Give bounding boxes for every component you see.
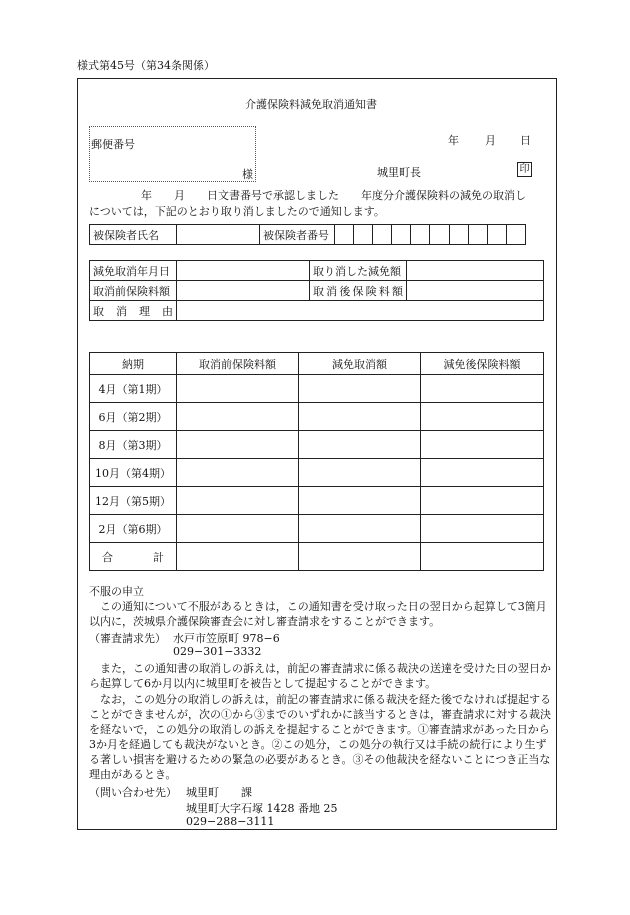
appeal-heading: 不服の申立: [89, 585, 144, 598]
postal-code-label: 郵便番号: [91, 138, 135, 151]
contact-label: （問い合わせ先）: [89, 786, 177, 799]
cancel-date-value: [177, 261, 310, 281]
before-premium-value: [177, 281, 310, 301]
cancel-date-label: 減免取消年月日: [90, 261, 177, 281]
reason-value: [177, 301, 544, 321]
amount-cell: [177, 543, 299, 571]
insured-name-label: 被保険者氏名: [90, 225, 177, 245]
amount-cell: [421, 431, 544, 459]
amount-cell: [421, 403, 544, 431]
insured-number-digit: [487, 225, 506, 245]
date-day: 日: [520, 134, 531, 147]
examiner-phone: 029−301−3332: [173, 645, 262, 658]
address-box: [89, 126, 256, 182]
insured-name-value: [177, 225, 260, 245]
period-cell: 8月（第3期）: [90, 431, 177, 459]
amount-cell: [177, 403, 299, 431]
amount-cell: [299, 487, 421, 515]
amount-cell: [299, 431, 421, 459]
amount-cell: [299, 403, 421, 431]
amount-cell: [299, 459, 421, 487]
amount-cell: [177, 375, 299, 403]
reason-label: 取消理由: [90, 301, 177, 321]
amount-cell: [421, 459, 544, 487]
period-cell: 6月（第2期）: [90, 403, 177, 431]
amount-cell: [299, 543, 421, 571]
page-title: 介護保険料減免取消通知書: [245, 98, 377, 111]
mayor-name: 城里町長: [377, 166, 421, 179]
intro-line-1: 年 月 日文書番号で承認しました 年度分介護保険料の減免の取消し: [141, 189, 526, 202]
insured-number-digit: [468, 225, 487, 245]
schedule-table: [89, 352, 544, 571]
contact-address: 城里町大字石塚 1428 番地 25: [186, 802, 338, 815]
intro-line-2: については，下記のとおり取り消しましたので通知します。: [89, 205, 385, 218]
after-premium-value: [407, 281, 544, 301]
amount-cell: [299, 515, 421, 543]
insured-number-digit: [411, 225, 430, 245]
contact-org: 城里町 課: [186, 786, 252, 799]
examiner-label: （審査請求先）: [89, 632, 166, 645]
insured-number-digit: [506, 225, 525, 245]
amount-cell: [177, 431, 299, 459]
cancelled-amount-value: [407, 261, 544, 281]
amount-cell: [421, 375, 544, 403]
period-cell: 2月（第6期）: [90, 515, 177, 543]
examiner-address: 水戸市笠原町 978−6: [173, 632, 280, 645]
period-cell: 12月（第5期）: [90, 487, 177, 515]
contact-phone: 029−288−3111: [186, 815, 275, 828]
amount-cell: [421, 487, 544, 515]
date-year: 年: [448, 134, 459, 147]
before-premium-label: 取消前保険料額: [90, 281, 177, 301]
amount-cell: [177, 459, 299, 487]
insured-table: [89, 224, 526, 245]
form-number: 様式第45号（第34条関係）: [77, 59, 215, 72]
insured-number-digit: [392, 225, 411, 245]
appeal-paragraph-3: なお，この処分の取消しの訴えは，前記の審査請求に係る裁決を経た後でなければ提起することができませんが，次の①から③までのいずれかに該当するときは，審査請求に対する裁決を経ないで，この処分の取消しの訴えを提起することができます。①審査請求があった日から3か月を経過しても裁決がないとき。②この処分，この処分の執行又は手続の続行により生ずる著しい損害を避けるための緊急の必要があるとき。③その他裁決を経ないことにつき正当な理由があるとき。: [89, 693, 551, 781]
col-header-period: 納期: [90, 353, 177, 375]
col-header-after: 減免後保険料額: [421, 353, 544, 375]
insured-number-label: 被保険者番号: [260, 225, 335, 245]
insured-number-digit: [335, 225, 354, 245]
appeal-paragraph-2: また，この通知書の取消しの訴えは，前記の審査請求に係る裁決の送達を受けた日の翌日から起算して6か月以内に城里町を被告として提起することができます。: [89, 662, 551, 690]
insured-number-digit: [449, 225, 468, 245]
appeal-paragraph-1: この通知について不服があるときは，この通知書を受け取った日の翌日から起算して3箇月以内に，茨城県介護保険審査会に対し審査請求をすることができます。: [89, 600, 547, 628]
honorific: 様: [242, 168, 253, 181]
insured-number-digit: [373, 225, 392, 245]
col-header-before: 取消前保険料額: [177, 353, 299, 375]
amount-cell: [421, 543, 544, 571]
period-cell: 4月（第1期）: [90, 375, 177, 403]
seal-mark: 印: [517, 162, 532, 177]
cancelled-amount-label: 取り消した減免額: [310, 261, 407, 281]
cancellation-info-table: [89, 260, 544, 321]
col-header-cancel: 減免取消額: [299, 353, 421, 375]
amount-cell: [299, 375, 421, 403]
amount-cell: [421, 515, 544, 543]
amount-cell: [177, 487, 299, 515]
date-month: 月: [485, 134, 496, 147]
insured-number-digit: [354, 225, 373, 245]
insured-number-digit: [430, 225, 449, 245]
amount-cell: [177, 515, 299, 543]
total-label: 合計: [90, 543, 177, 571]
after-premium-label: 取消後保険料額: [310, 281, 407, 301]
period-cell: 10月（第4期）: [90, 459, 177, 487]
